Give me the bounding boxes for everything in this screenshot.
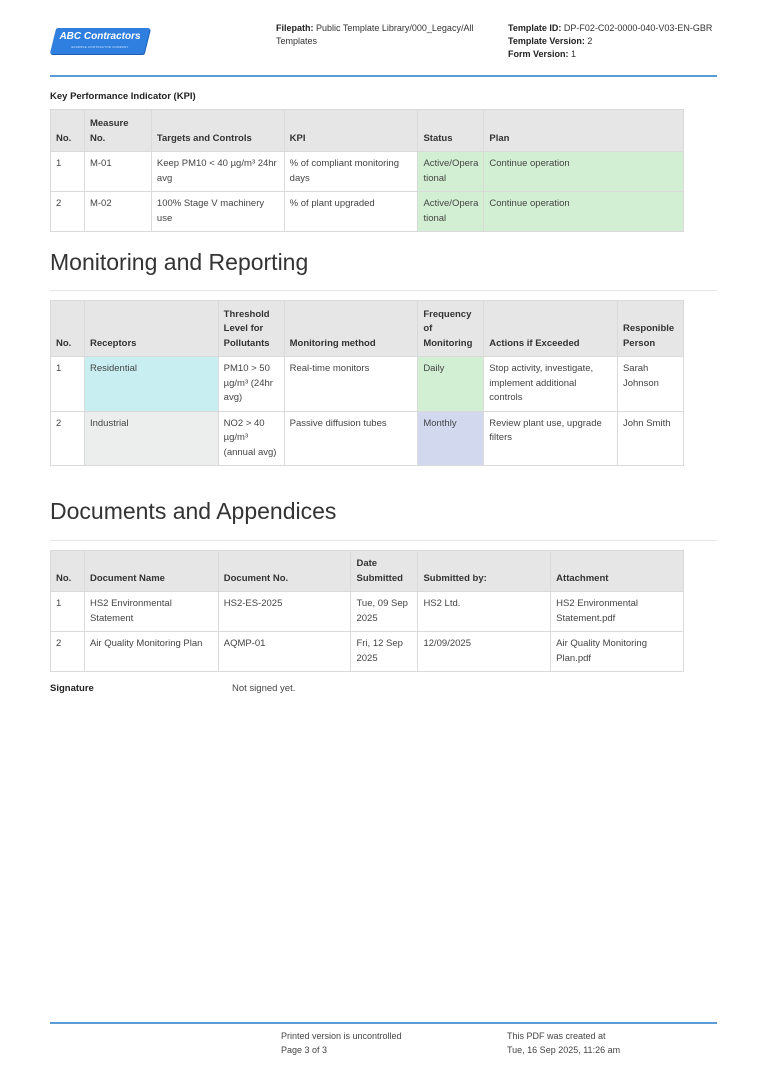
col-header-plan: Plan (484, 110, 684, 152)
logo-name: ABC Contractors (59, 31, 141, 42)
cell-threshold: PM10 > 50 µg/m³ (24hr avg) (218, 357, 284, 412)
cell-submitted-by: 12/09/2025 (418, 632, 551, 672)
filepath-label: Filepath: (276, 23, 314, 33)
template-id-label: Template ID: (508, 23, 562, 33)
col-header-attachment: Attachment (551, 551, 684, 592)
logo-tagline: EXAMPLE CONTRACTOR COMPANY (71, 45, 129, 49)
table-header-row (51, 551, 684, 592)
footer-created-info (507, 1030, 620, 1057)
template-version-value: 2 (587, 36, 593, 46)
created-label: This PDF was created at (507, 1031, 606, 1041)
filepath-info (276, 22, 486, 48)
signature-label: Signature (50, 683, 94, 694)
cell-no: 1 (51, 357, 85, 412)
col-header-date-submitted: Date Submitted (351, 551, 418, 592)
cell-person: Sarah Johnson (617, 357, 683, 412)
col-header-no: No. (51, 110, 85, 152)
page-number: Page 3 of 3 (281, 1044, 328, 1055)
kpi-section-title: Key Performance Indicator (KPI) (50, 91, 196, 102)
cell-threshold: NO2 > 40 µg/m³ (annual avg) (218, 411, 284, 466)
cell-status: Active/Operational (418, 192, 484, 232)
template-version-label: Template Version: (508, 36, 585, 46)
cell-frequency: Monthly (418, 411, 484, 466)
cell-no: 2 (51, 411, 85, 466)
table-row (51, 357, 684, 412)
form-version-line (508, 48, 728, 61)
cell-date-submitted: Tue, 09 Sep 2025 (351, 592, 418, 632)
cell-plan: Continue operation (484, 152, 684, 192)
cell-submitted-by: HS2 Ltd. (418, 592, 551, 632)
cell-receptor: Industrial (84, 411, 218, 466)
table-row (51, 632, 684, 672)
table-row (51, 192, 684, 232)
monitoring-table (50, 300, 684, 466)
section-divider (50, 290, 717, 291)
cell-no: 2 (51, 632, 85, 672)
created-timestamp: Tue, 16 Sep 2025, 11:26 am (507, 1044, 621, 1055)
table-row (51, 411, 684, 466)
cell-status: Active/Operational (418, 152, 484, 192)
template-id-value: DP-F02-C02-0000-040-V03-EN-GBR (563, 23, 713, 33)
col-header-document-name: Document Name (84, 551, 218, 592)
col-header-threshold: Threshold Level for Pollutants (218, 301, 284, 357)
cell-kpi: % of plant upgraded (284, 192, 418, 232)
cell-receptor: Residential (84, 357, 218, 412)
col-header-frequency: Frequency of Monitoring (418, 301, 484, 357)
cell-document-name: Air Quality Monitoring Plan (84, 632, 218, 672)
col-header-document-no: Document No. (218, 551, 351, 592)
table-row (51, 592, 684, 632)
col-header-measure-no: Measure No. (84, 110, 151, 152)
col-header-actions: Actions if Exceeded (484, 301, 618, 357)
table-header-row (51, 301, 684, 357)
uncontrolled-notice: Printed version is uncontrolled (281, 1031, 402, 1041)
cell-document-no: HS2-ES-2025 (218, 592, 351, 632)
section-divider (50, 540, 717, 541)
filepath-value: Public Template Library/000_Legacy/All Templates (276, 23, 474, 46)
col-header-no: No. (51, 551, 85, 592)
cell-kpi: % of compliant monitoring days (284, 152, 418, 192)
cell-plan: Continue operation (484, 192, 684, 232)
cell-person: John Smith (617, 411, 683, 466)
attachment-link[interactable]: HS2 Environmental Statement.pdf (551, 592, 684, 632)
cell-measure-no: M-02 (84, 192, 151, 232)
monitoring-section-title: Monitoring and Reporting (50, 249, 309, 275)
cell-method: Passive diffusion tubes (284, 411, 418, 466)
col-header-person: Responible Person (617, 301, 683, 357)
table-header-row (51, 110, 684, 152)
col-header-submitted-by: Submitted by: (418, 551, 551, 592)
col-header-no: No. (51, 301, 85, 357)
documents-section-title: Documents and Appendices (50, 498, 337, 524)
cell-document-name: HS2 Environmental Statement (84, 592, 218, 632)
col-header-receptors: Receptors (84, 301, 218, 357)
cell-actions: Stop activity, investigate, implement additional controls (484, 357, 618, 412)
col-header-method: Monitoring method (284, 301, 418, 357)
template-id-line (508, 22, 728, 35)
template-version-line (508, 35, 728, 48)
cell-method: Real-time monitors (284, 357, 418, 412)
footer-control-info (281, 1030, 402, 1057)
form-version-value: 1 (571, 49, 577, 59)
footer-divider (50, 1022, 717, 1024)
cell-measure-no: M-01 (84, 152, 151, 192)
cell-date-submitted: Fri, 12 Sep 2025 (351, 632, 418, 672)
form-version-label: Form Version: (508, 49, 569, 59)
cell-actions: Review plant use, upgrade filters (484, 411, 618, 466)
col-header-status: Status (418, 110, 484, 152)
cell-document-no: AQMP-01 (218, 632, 351, 672)
kpi-table (50, 109, 684, 232)
template-info (508, 22, 728, 61)
cell-target: Keep PM10 < 40 µg/m³ 24hr avg (151, 152, 284, 192)
documents-table (50, 550, 684, 672)
attachment-link[interactable]: Air Quality Monitoring Plan.pdf (551, 632, 684, 672)
cell-no: 2 (51, 192, 85, 232)
page-header (50, 0, 717, 77)
cell-no: 1 (51, 592, 85, 632)
col-header-kpi: KPI (284, 110, 418, 152)
signature-value: Not signed yet. (232, 683, 296, 694)
company-logo (53, 28, 147, 54)
table-row (51, 152, 684, 192)
col-header-targets: Targets and Controls (151, 110, 284, 152)
cell-frequency: Daily (418, 357, 484, 412)
cell-no: 1 (51, 152, 85, 192)
cell-target: 100% Stage V machinery use (151, 192, 284, 232)
